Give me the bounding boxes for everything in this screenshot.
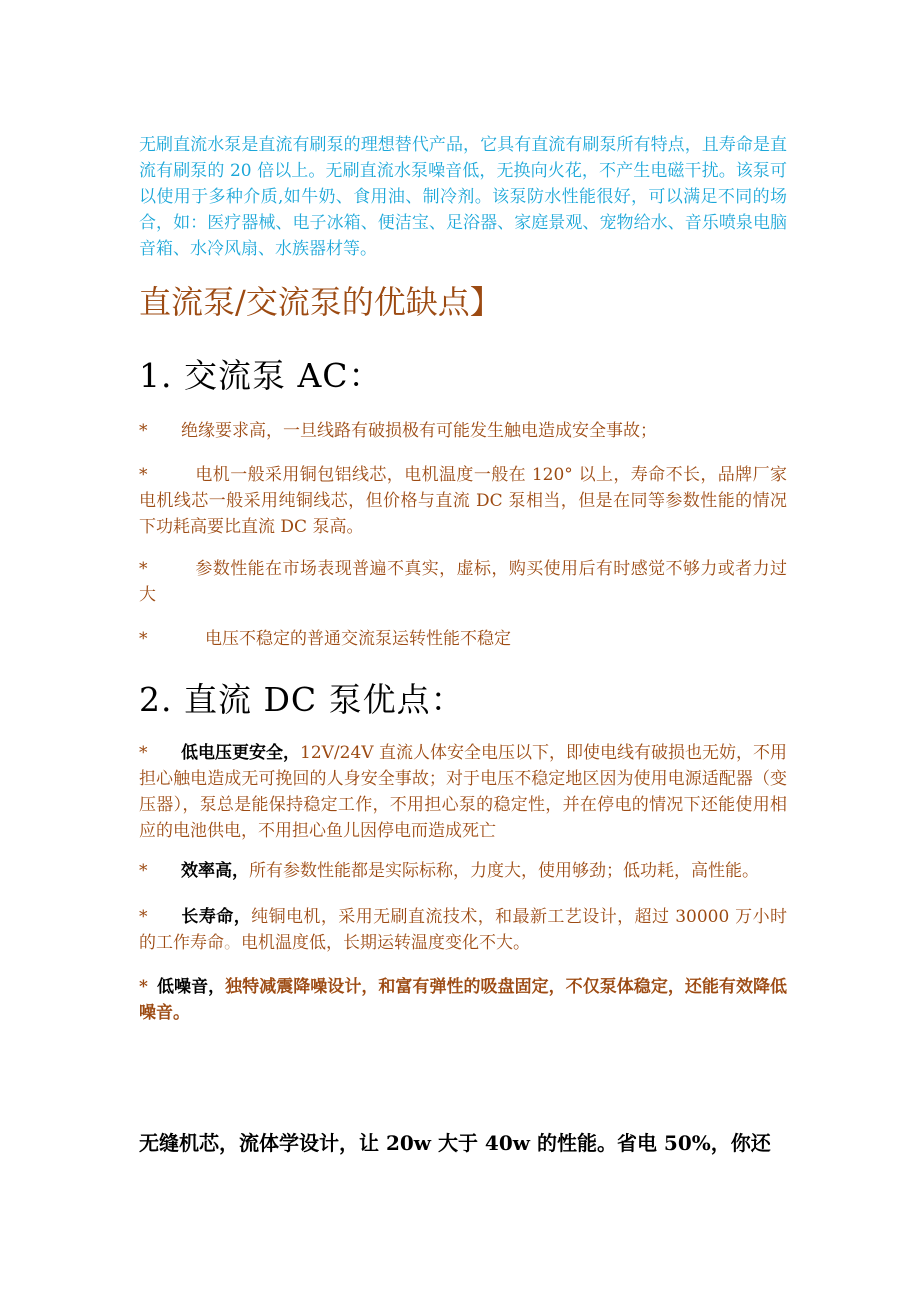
bullet-star: * [139, 977, 148, 997]
section-heading: 直流泵/交流泵的优缺点】 [139, 283, 502, 321]
dc-item-4 [139, 974, 787, 1026]
dc-item-3 [139, 904, 787, 956]
dc-item-1-text: 12V/24V 直流人体安全电压以下，即使电线有破损也无妨，不用担心触电造成无可挽回的人身安全事故；对于电压不稳定地区因为使用电源适配器（变压器），泵总是能保持稳定工作，不用担心泵的稳定性，并在停电的情况下还能使用相应的电池供电，不用担心鱼儿因停电而造成死亡 [139, 743, 787, 841]
bullet-star: * [139, 629, 148, 649]
dc-item-1-lead: 低电压更安全， [181, 743, 301, 763]
ac-section-title: 1. 交流泵 AC： [139, 356, 383, 395]
dc-item-2-lead: 效率高， [181, 861, 249, 881]
dc-section-title: 2. 直流 DC 泵优点： [139, 680, 465, 719]
dc-item-4-text: 独特减震降噪设计，和富有弹性的吸盘固定，不仅泵体稳定，还能有效降低噪音。 [139, 977, 788, 1023]
ac-item-3 [139, 556, 787, 608]
intro-paragraph: 无刷直流水泵是直流有刷泵的理想替代产品，它具有直流有刷泵所有特点，且寿命是直流有刷泵的 20 倍以上。无刷直流水泵噪音低，无换向火花，不产生电磁干扰。该泵可以使用于多种介质,如牛奶、食用油、制冷剂。该泵防水性能很好，可以满足不同的场合，如：医疗器械、电子冰箱、便洁宝、足浴器、家庭景观、宠物给水、音乐喷泉电脑音箱、水冷风扇、水族器材等。 [139, 135, 787, 259]
closing-line: 无缝机芯，流体学设计，让 20w 大于 40w 的性能。省电 50%，你还 [139, 1131, 771, 1155]
dc-item-3-lead: 长寿命， [181, 907, 252, 927]
ac-item-2 [139, 462, 787, 540]
ac-item-4 [139, 626, 787, 652]
ac-item-3-text: 参数性能在市场表现普遍不真实，虚标，购买使用后有时感觉不够力或者力过大 [139, 559, 787, 605]
dc-item-4-lead: 低噪音， [157, 977, 226, 997]
dc-item-1 [139, 740, 787, 844]
dc-item-2 [139, 858, 787, 884]
dc-item-2-text: 所有参数性能都是实际标称，力度大，使用够劲；低功耗，高性能。 [249, 861, 759, 881]
bullet-star: * [139, 743, 148, 763]
ac-item-1 [139, 418, 787, 444]
bullet-star: * [139, 861, 148, 881]
ac-item-2-text: 电机一般采用铜包铝线芯，电机温度一般在 120° 以上，寿命不长，品牌厂家电机线芯一般采用纯铜线芯，但价格与直流 DC 泵相当，但是在同等参数性能的情况下功耗高要比直流 DC 泵高。 [139, 465, 787, 537]
bullet-star: * [139, 465, 148, 485]
ac-item-1-text: 绝缘要求高，一旦线路有破损极有可能发生触电造成安全事故； [181, 421, 657, 441]
dc-item-3-separator: 。 [224, 933, 241, 953]
ac-item-4-text: 电压不稳定的普通交流泵运转性能不稳定 [205, 629, 511, 649]
bullet-star: * [139, 559, 148, 579]
bullet-star: * [139, 907, 148, 927]
bullet-star: * [139, 421, 148, 441]
dc-item-3-text-2: 电机温度低，长期运转温度变化不大。 [241, 933, 530, 953]
dc-item-3-text: 纯铜电机，采用无刷直流技术，和最新工艺设计，超过 30000 万小时的工作寿命 [139, 907, 787, 953]
